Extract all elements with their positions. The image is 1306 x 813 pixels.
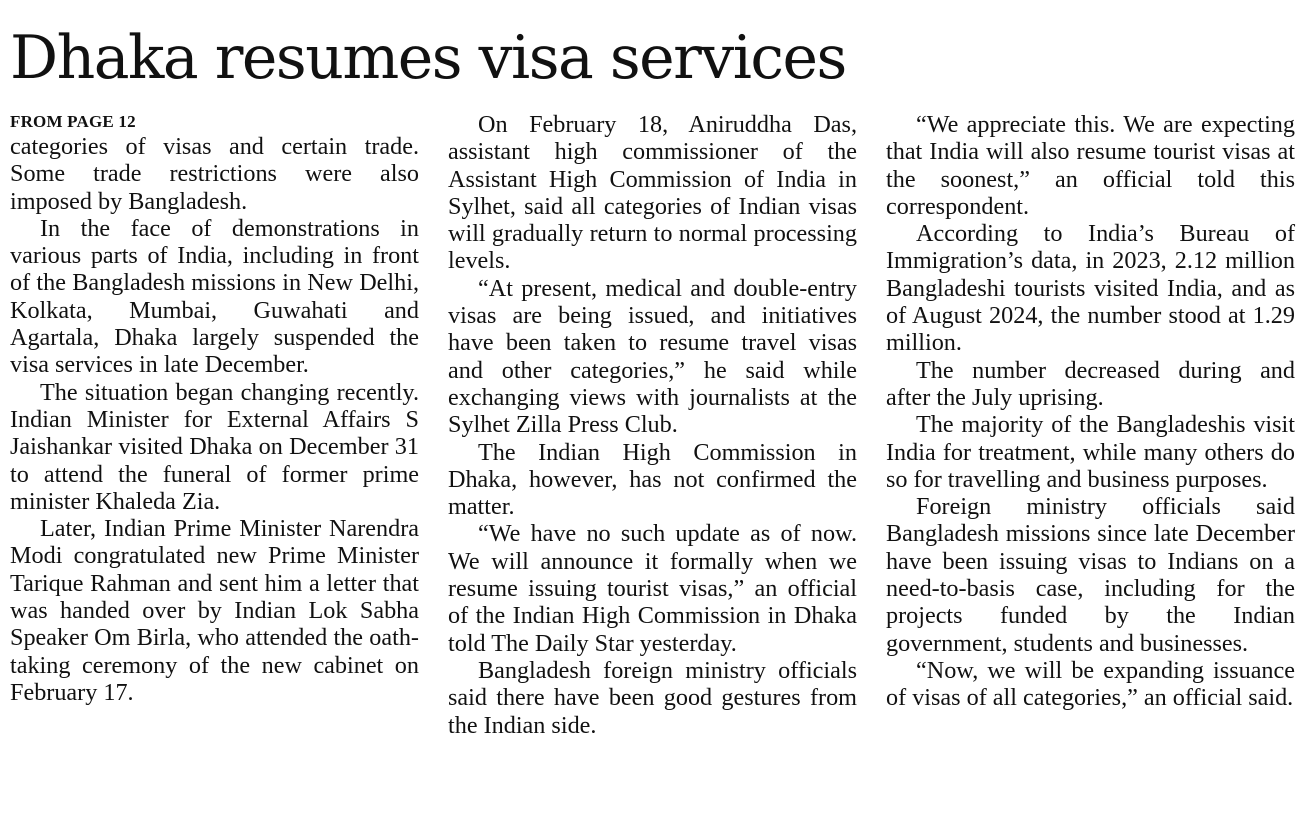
paragraph: The Indian High Commission in Dhaka, however, has not confirmed the matter. (448, 438, 857, 521)
paragraph: Foreign ministry officials said Bangladesh missions since late December have been issuing visas to Indians on a need-to-basis case, including for the projects funded by the Indian government, students and businesses. (886, 493, 1295, 657)
continuation-kicker: FROM PAGE 12 (10, 112, 136, 131)
paragraph: According to India’s Bureau of Immigration’s data, in 2023, 2.12 million Bangladeshi tourists visited India, and as of August 2024, the number stood at 1.29 million. (886, 220, 1295, 357)
paragraph: “Now, we will be expanding issuance of visas of all categories,” an official said. (886, 656, 1295, 712)
article-column-2 (448, 111, 857, 739)
paragraph: On February 18, Aniruddha Das, assistant high commissioner of the Assistant High Commission of India in Sylhet, said all categories of Indian visas will gradually return to normal processing levels. (448, 111, 857, 275)
paragraph: The number decreased during and after the July uprising. (886, 356, 1295, 411)
paragraph: “We have no such update as of now. We will announce it formally when we resume issuing tourist visas,” an official of the Indian High Commission in Dhaka told The Daily Star yesterday. (448, 520, 857, 657)
paragraph: Bangladesh foreign ministry officials said there have been good gestures from the Indian side. (448, 656, 857, 739)
headline: Dhaka resumes visa services (10, 23, 846, 93)
article-column-3 (886, 111, 1295, 712)
paragraph: The situation began changing recently. Indian Minister for External Affairs S Jaishankar visited Dhaka on December 31 to attend the funeral of former prime minister Khaleda Zia. (10, 378, 419, 515)
paragraph: “We appreciate this. We are expecting that India will also resume tourist visas at the soonest,” an official told this correspondent. (886, 111, 1295, 220)
paragraph: In the face of demonstrations in various parts of India, including in front of the Bangladesh missions in New Delhi, Kolkata, Mumbai, Guwahati and Agartala, Dhaka largely suspended the visa services in late December. (10, 214, 419, 379)
article-column-1 (10, 111, 419, 706)
paragraph: categories of visas and certain trade. Some trade restrictions were also imposed by Bangladesh. (10, 133, 419, 215)
paragraph: Later, Indian Prime Minister Narendra Modi congratulated new Prime Minister Tarique Rahman and sent him a letter that was handed over by Indian Lok Sabha Speaker Om Birla, who attended the oath-taking ceremony of the new cabinet on February 17. (10, 515, 419, 706)
paragraph: “At present, medical and double-entry visas are being issued, and initiatives have been taken to resume travel visas and other categories,” he said while exchanging views with journalists at the Sylhet Zilla Press Club. (448, 274, 857, 439)
paragraph: The majority of the Bangladeshis visit India for treatment, while many others do so for travelling and business purposes. (886, 411, 1295, 493)
